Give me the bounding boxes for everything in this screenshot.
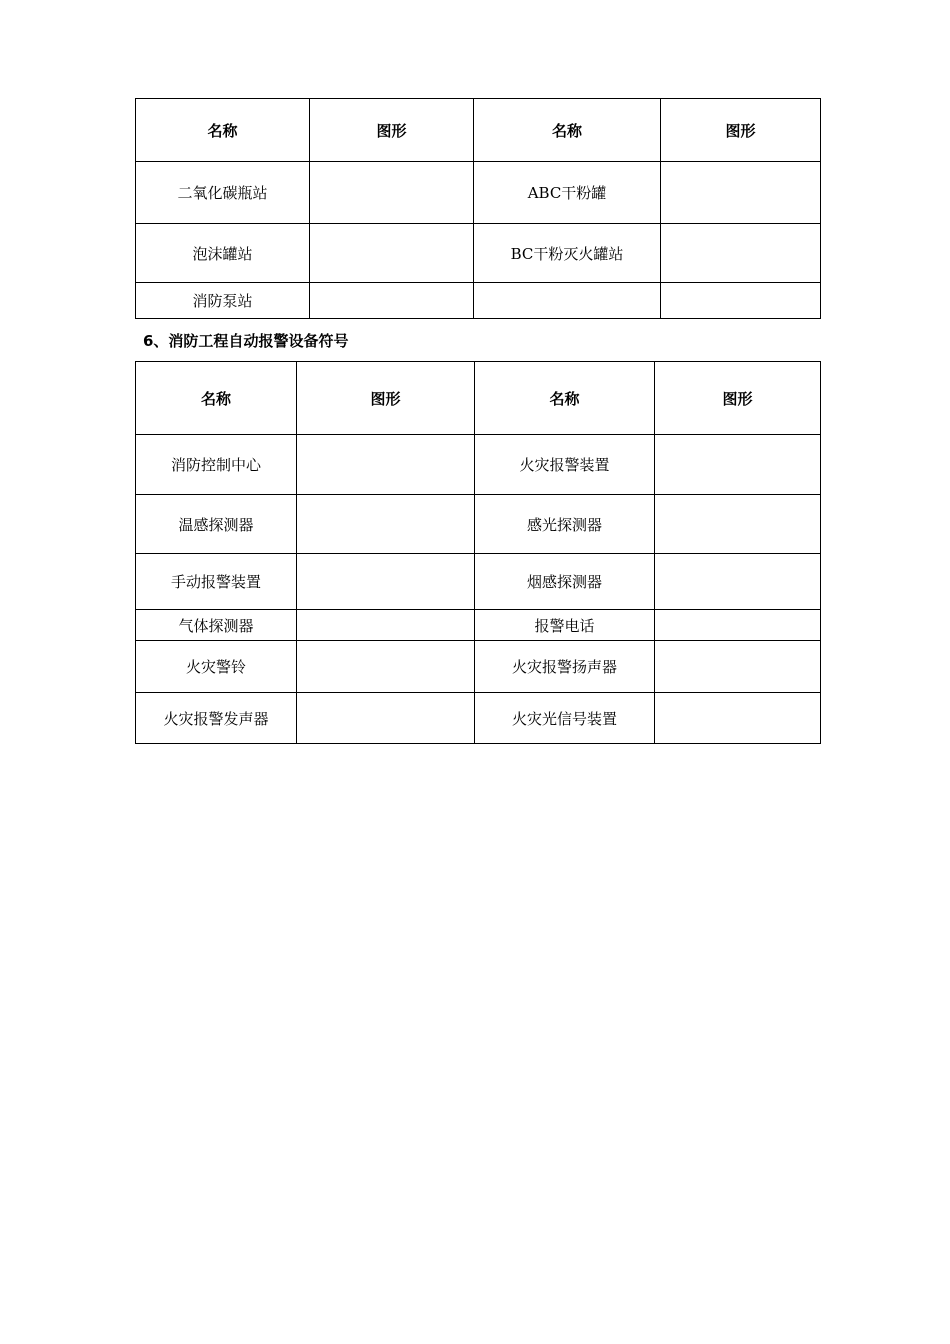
header-figure: 图形	[297, 362, 475, 435]
cell-figure	[655, 554, 821, 610]
cell-figure	[297, 495, 475, 554]
cell-figure	[310, 224, 474, 283]
cell-figure	[655, 641, 821, 693]
cell-figure	[655, 495, 821, 554]
cell-name: 火灾光信号装置	[475, 693, 655, 744]
cell-figure	[661, 283, 821, 319]
header-figure: 图形	[655, 362, 821, 435]
cell-name: 烟感探测器	[475, 554, 655, 610]
cell-figure	[297, 610, 475, 641]
cell-name: BC干粉灭火罐站	[474, 224, 661, 283]
table-row	[136, 162, 821, 224]
cell-name: 消防泵站	[136, 283, 310, 319]
table-header-row	[136, 362, 821, 435]
cell-name: 感光探测器	[475, 495, 655, 554]
cell-name: 消防控制中心	[136, 435, 297, 495]
header-name: 名称	[136, 99, 310, 162]
cell-name: 报警电话	[475, 610, 655, 641]
header-name: 名称	[474, 99, 661, 162]
cell-name: 火灾报警发声器	[136, 693, 297, 744]
header-figure: 图形	[310, 99, 474, 162]
table-row	[136, 224, 821, 283]
header-figure: 图形	[661, 99, 821, 162]
cell-figure	[297, 435, 475, 495]
table-row	[136, 283, 821, 319]
cell-name: 火灾警铃	[136, 641, 297, 693]
cell-figure	[310, 283, 474, 319]
cell-figure	[297, 693, 475, 744]
section-title: 6、消防工程自动报警设备符号	[143, 332, 349, 350]
table-row	[136, 495, 821, 554]
symbols-table-2	[135, 361, 821, 744]
cell-figure	[661, 162, 821, 224]
table-row	[136, 554, 821, 610]
cell-figure	[661, 224, 821, 283]
cell-name: 气体探测器	[136, 610, 297, 641]
cell-name	[474, 283, 661, 319]
table-row	[136, 641, 821, 693]
cell-figure	[297, 641, 475, 693]
cell-name: 火灾报警扬声器	[475, 641, 655, 693]
cell-figure	[655, 435, 821, 495]
header-name: 名称	[475, 362, 655, 435]
cell-figure	[297, 554, 475, 610]
table-row	[136, 693, 821, 744]
table-row	[136, 435, 821, 495]
cell-name: 火灾报警装置	[475, 435, 655, 495]
cell-name: 温感探测器	[136, 495, 297, 554]
cell-name: 二氧化碳瓶站	[136, 162, 310, 224]
cell-figure	[655, 693, 821, 744]
table-row	[136, 610, 821, 641]
cell-figure	[310, 162, 474, 224]
symbols-table-1	[135, 98, 821, 319]
header-name: 名称	[136, 362, 297, 435]
table-header-row	[136, 99, 821, 162]
cell-name: 泡沫罐站	[136, 224, 310, 283]
cell-name: ABC干粉罐	[474, 162, 661, 224]
cell-name: 手动报警装置	[136, 554, 297, 610]
cell-figure	[655, 610, 821, 641]
